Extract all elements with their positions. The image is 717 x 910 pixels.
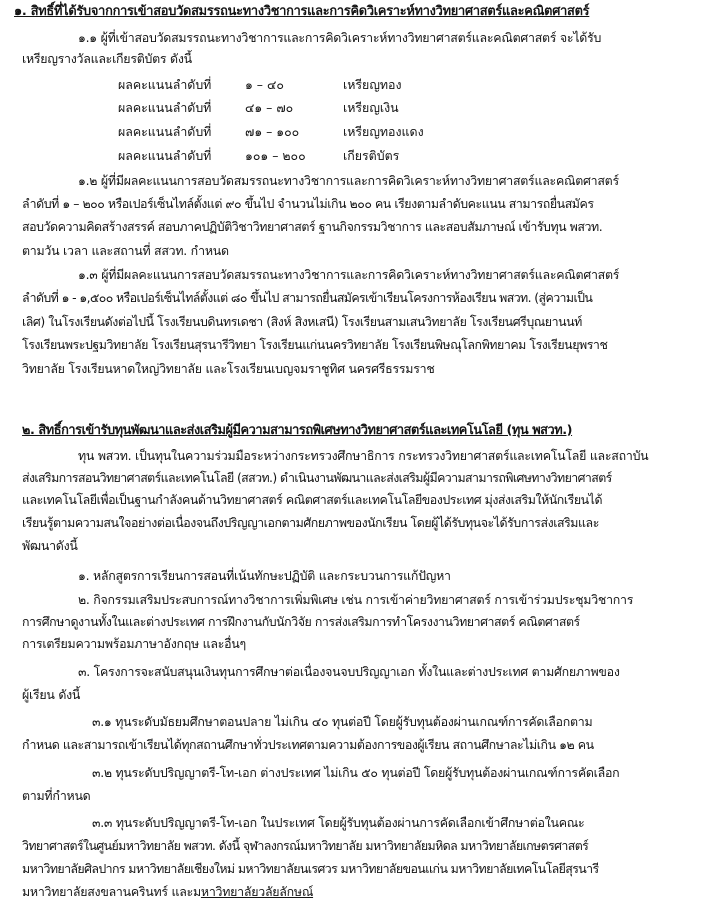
award-row	[0, 123, 717, 141]
benefit-item-2-line: การศึกษาดูงานทั้งในและต่างประเทศ การฝึกงานกับนักวิจัย การส่งเสริมการทำโครงงานวิทยาศาสตร์ คณิตศาสตร์	[22, 614, 580, 629]
benefit-item-3-line: ๓. โครงการจะสนับสนุนเงินทุนการศึกษาต่อเนื่องจนจบปริญญาเอก ทั้งในและต่างประเทศ ตามศักยภาพของ	[78, 664, 620, 679]
benefit-item-1: ๑. หลักสูตรการเรียนการสอนที่เน้นทักษะปฏิบัติ และกระบวนการแก้ปัญหา	[78, 568, 451, 583]
benefit-item-2-line: ๒. กิจกรรมเสริมประสบการณ์ทางวิชาการเพิ่มพิเศษ เช่น การเข้าค่ายวิทยาศาสตร์ การเข้าร่วมประชุมวิชาการ	[78, 592, 634, 607]
section-2-intro-line: ส่งเสริมการสอนวิทยาศาสตร์และเทคโนโลยี (สสวท.) ดำเนินงานพัฒนาและส่งเสริมผู้มีความสามารถพิเศษทางวิทยาศาสตร์	[22, 470, 612, 485]
award-row	[0, 99, 717, 117]
section-2-intro-line: และเทคโนโลยีเพื่อเป็นฐานกำลังคนด้านวิทยาศาสตร์ คณิตศาสตร์และเทคโนโลยีของประเทศ มุ่งส่งเสริมให้นักเรียนได้	[22, 492, 603, 507]
paragraph-1-3-line: ลำดับที่ ๑ - ๑,๕๐๐ หรือเปอร์เซ็นไทล์ตั้งแต่ ๘๐ ขึ้นไป สามารถยื่นสมัครเข้าเรียนโครงการห้องเรียน พสวท. (สู่ความเป็น	[22, 290, 593, 305]
award-row-range: ๑ – ๔๐	[245, 77, 284, 92]
benefit-item-3-line: ผู้เรียน ดังนี้	[22, 687, 81, 702]
award-row-label: ผลคะแนนลำดับที่	[118, 124, 212, 139]
university-underlined-text: หาวิทยาลัยวลัยลักษณ์	[200, 884, 314, 899]
paragraph-1-3-line: ๑.๓ ผู้ที่มีผลคะแนนการสอบวัดสมรรถนะทางวิชาการและการคิดวิเคราะห์ทางวิทยาศาสตร์และคณิตศาสตร์	[78, 267, 620, 282]
section-2-intro-line: พัฒนาดังนี้	[22, 538, 78, 553]
paragraph-1-3-line: วิทยาลัย โรงเรียนหาดใหญ่วิทยาลัย และโรงเรียนเบญจมราชูทิศ นครศรีธรรมราช	[22, 361, 435, 376]
section-2-heading: ๒. สิทธิ์การเข้ารับทุนพัฒนาและส่งเสริมผู้มีความสามารถพิเศษทางวิทยาศาสตร์และเทคโนโลยี (ทุน พสวท.)	[22, 423, 573, 438]
scholarship-3-3-line: ๓.๓ ทุนระดับปริญญาตรี-โท-เอก ในประเทศ โดยผู้รับทุนต้องผ่านการคัดเลือกเข้าศึกษาต่อในคณะ	[92, 815, 585, 830]
award-row-label: ผลคะแนนลำดับที่	[118, 100, 212, 115]
scholarship-3-3-line: มหาวิทยาลัยศิลปากร มหาวิทยาลัยเชียงใหม่ มหาวิทยาลัยนเรศวร มหาวิทยาลัยขอนแก่น มหาวิทยาลัยเทคโนโลยีสุรนารี	[22, 861, 599, 876]
paragraph-1-3-line: โรงเรียนพระปฐมวิทยาลัย โรงเรียนสุรนารีวิทยา โรงเรียนแก่นนครวิทยาลัย โรงเรียนพิษณุโลกพิทยาคม โรงเรียนยุพราช	[22, 337, 608, 352]
award-row-award: เหรียญทอง	[343, 77, 402, 92]
paragraph-1-2-line: ตามวัน เวลา และสถานที่ สสวท. กำหนด	[22, 243, 229, 258]
award-row-label: ผลคะแนนลำดับที่	[118, 77, 212, 92]
award-row-range: ๗๑ – ๑๐๐	[245, 124, 300, 139]
award-row-award: เหรียญทองแดง	[343, 124, 424, 139]
benefit-item-2-line: การเตรียมความพร้อมภาษาอังกฤษ และอื่นๆ	[22, 636, 246, 651]
award-row-award: เกียรติบัตร	[343, 148, 400, 163]
award-row-range: ๑๐๑ – ๒๐๐	[245, 148, 306, 163]
university-list-text: มหาวิทยาลัยสงขลานครินทร์ และม	[22, 884, 201, 899]
section-2-intro-line: เรียนรู้ตามความสนใจอย่างต่อเนื่องจนถึงปริญญาเอกตามศักยภาพของนักเรียน โดยผู้ได้รับทุนจะได้รับการส่งเสริมและ	[22, 515, 599, 530]
scholarship-3-1-line: ๓.๑ ทุนระดับมัธยมศึกษาตอนปลาย ไม่เกิน ๔๐ ทุนต่อปี โดยผู้รับทุนต้องผ่านเกณฑ์การคัดเลือกตาม	[92, 714, 593, 729]
award-row-label: ผลคะแนนลำดับที่	[118, 148, 212, 163]
paragraph-1-2-line: ลำดับที่ ๑ – ๒๐๐ หรือเปอร์เซ็นไทล์ตั้งแต่ ๙๐ ขึ้นไป จำนวนไม่เกิน ๒๐๐ คน เรียงตามลำดับคะแนน สามารถยื่นสมัคร	[22, 196, 594, 211]
award-row	[0, 76, 717, 94]
scholarship-3-2-line: ๓.๒ ทุนระดับปริญญาตรี-โท-เอก ต่างประเทศ ไม่เกิน ๕๐ ทุนต่อปี โดยผู้รับทุนต้องผ่านเกณฑ์การคัดเลือก	[92, 765, 620, 780]
section-1-heading: ๑. สิทธิ์ที่ได้รับจากการเข้าสอบวัดสมรรถนะทางวิชาการและการคิดวิเคราะห์ทางวิทยาศาสตร์และคณิตศาสตร์	[14, 4, 590, 19]
paragraph-1-2-line: ๑.๒ ผู้ที่มีผลคะแนนการสอบวัดสมรรถนะทางวิชาการและการคิดวิเคราะห์ทางวิทยาศาสตร์และคณิตศาสตร์	[78, 173, 619, 188]
paragraph-1-2-line: สอบวัดความคิดสร้างสรรค์ สอบภาคปฏิบัติวิชาวิทยาศาสตร์ ฐานกิจกรรมวิชาการ และสอบสัมภาษณ์ เข้ารับทุน พสวท.	[22, 219, 603, 234]
paragraph-1-1-line: ๑.๑ ผู้ที่เข้าสอบวัดสมรรถนะทางวิชาการและการคิดวิเคราะห์ทางวิทยาศาสตร์และคณิตศาสตร์ จะได้รับ	[78, 30, 602, 45]
scholarship-3-1-line: กำหนด และสามารถเข้าเรียนได้ทุกสถานศึกษาทั่วประเทศตามความต้องการของผู้เรียน สถานศึกษาละไม่เกิน ๑๒ คน	[22, 737, 594, 752]
scholarship-3-3-last-line	[22, 883, 313, 901]
award-row-range: ๔๑ – ๗๐	[245, 100, 294, 115]
paragraph-1-3-line: เลิศ) ในโรงเรียนดังต่อไปนี้ โรงเรียนบดินทรเดชา (สิงห์ สิงหเสนี) โรงเรียนสามเสนวิทยาลัย โรงเรียนศรีบุณยานนท์	[22, 314, 582, 329]
section-2-intro-line: ทุน พสวท. เป็นทุนในความร่วมมือระหว่างกระทรวงศึกษาธิการ กระทรวงวิทยาศาสตร์และเทคโนโลยี และสถาบัน	[78, 448, 649, 463]
award-row	[0, 147, 717, 165]
paragraph-1-1-line: เหรียญรางวัลและเกียรติบัตร ดังนี้	[22, 51, 192, 66]
scholarship-3-3-line: วิทยาศาสตร์ในศูนย์มหาวิทยาลัย พสวท. ดังนี้ จุฬาลงกรณ์มหาวิทยาลัย มหาวิทยาลัยมหิดล มหาวิทยาลัยเกษตรศาสตร์	[22, 838, 589, 853]
scholarship-3-2-line: ตามที่กำหนด	[22, 788, 91, 803]
award-row-award: เหรียญเงิน	[343, 100, 399, 115]
